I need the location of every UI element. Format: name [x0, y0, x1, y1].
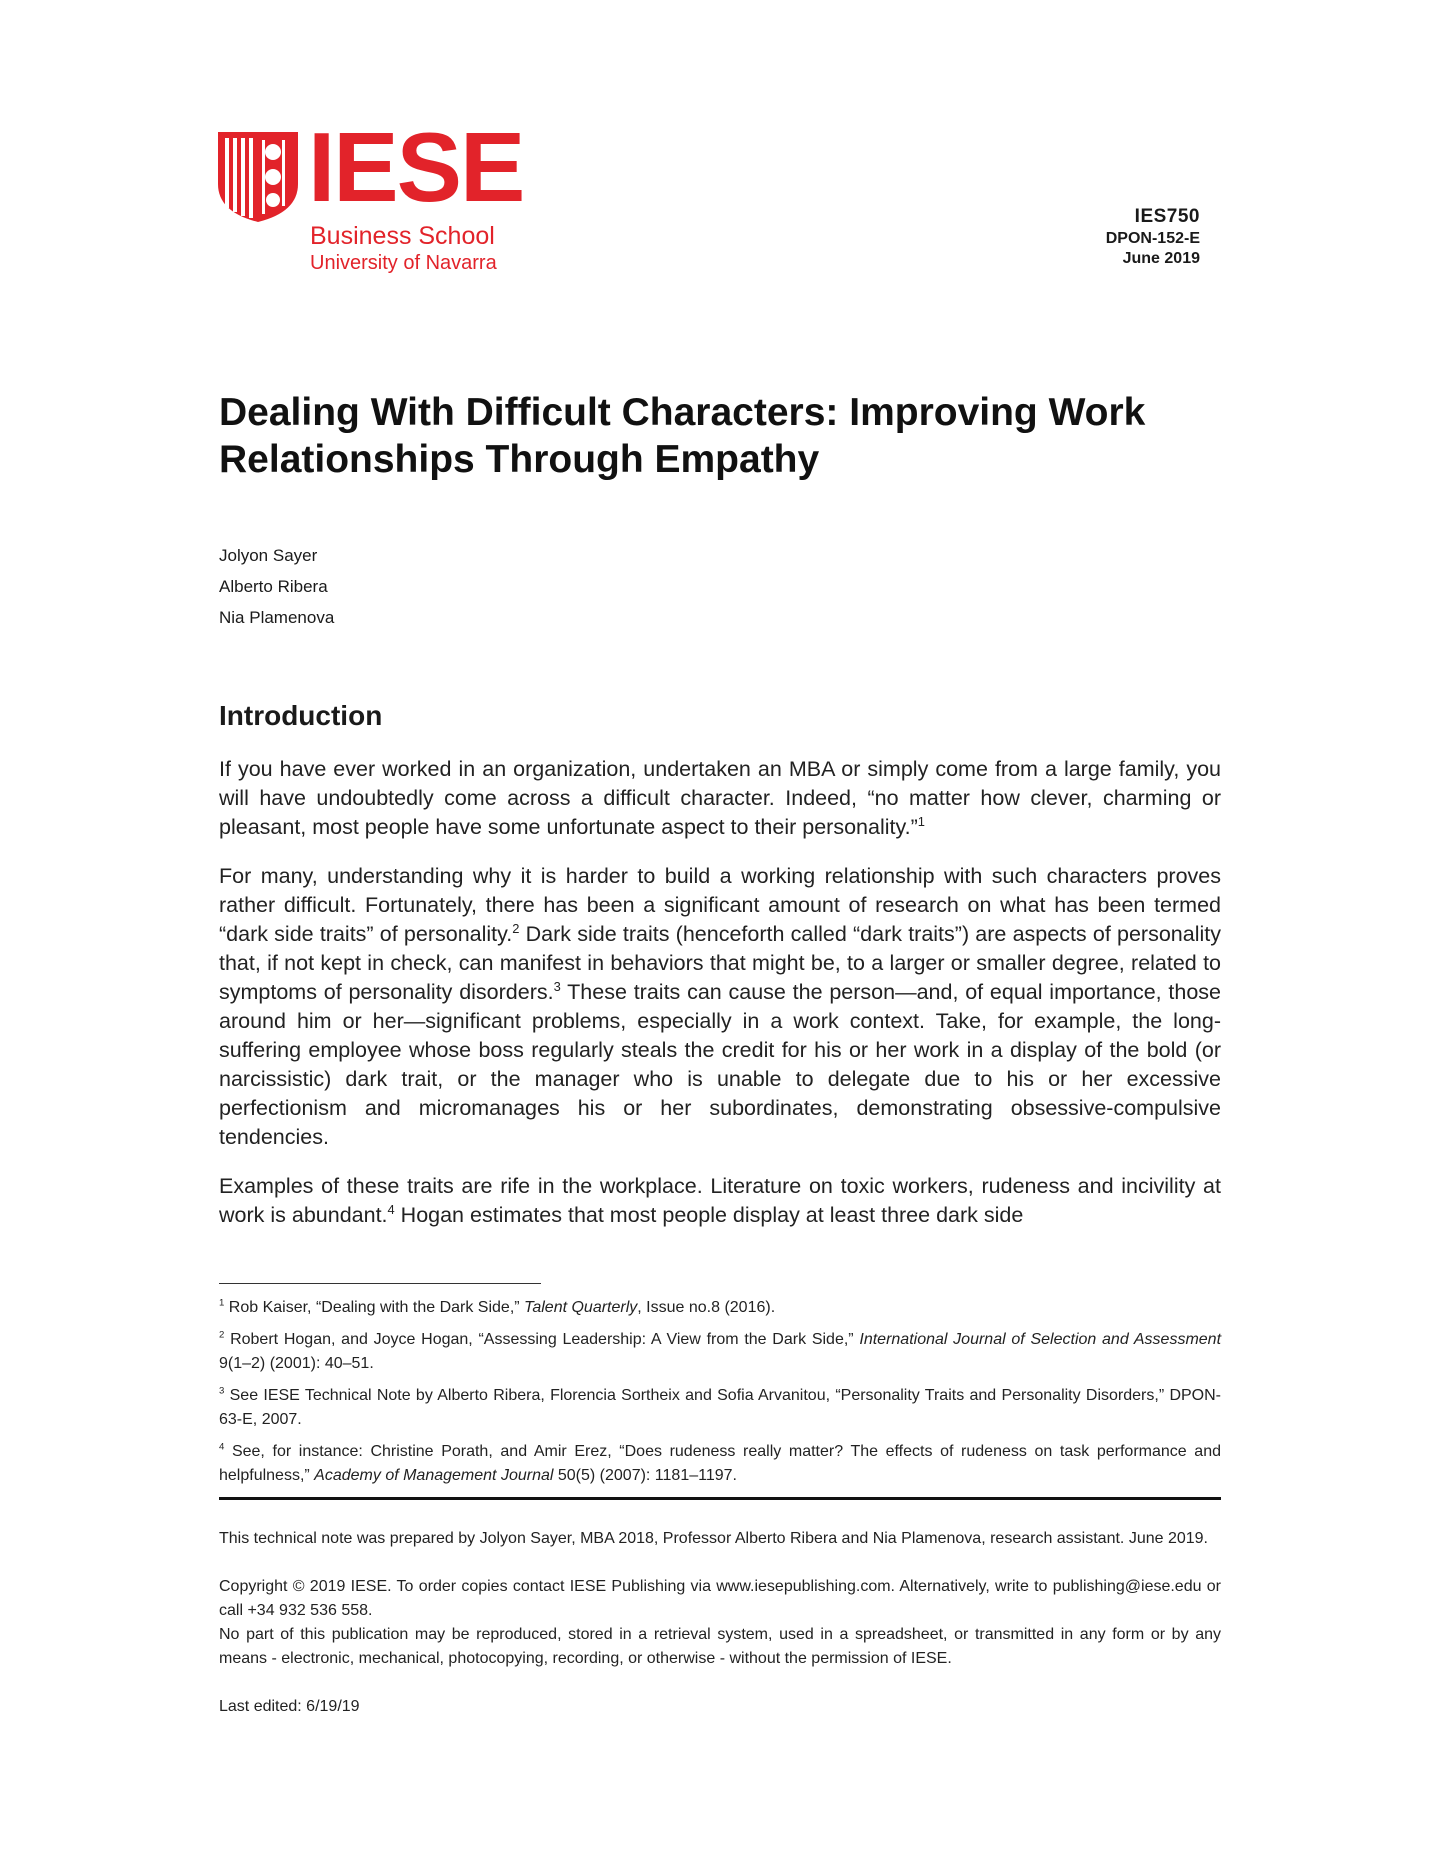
- footnote-text: Rob Kaiser, “Dealing with the Dark Side,”: [224, 1299, 525, 1316]
- paragraph-text: These traits can cause the person—and, of equal importance, those around him or her—significant problems, especially in a work context. Take, for example, the long-suffering employee whose boss regularly steals the credit for his or her work in a display of the bold (or narcissistic) dark trait, or the manager who is unable to delegate due to his or her excessive perfectionism and micromanages his or her subordinates, demonstrating obsessive-compulsive tendencies.: [219, 980, 1221, 1149]
- footnote-ref: 1: [917, 813, 925, 829]
- author-name: Jolyon Sayer: [219, 546, 318, 565]
- document-notes: [219, 1527, 1221, 1719]
- footnote-ref: 3: [553, 978, 561, 994]
- footnote-number: 2: [219, 1329, 225, 1341]
- footnote-ref: 2: [512, 920, 520, 936]
- paragraph-text: If you have ever worked in an organization, undertaken an MBA or simply come from a large family, you will have undoubtedly come across a difficult character. Indeed, “no matter how clever, charming or pleasant, most people have some unfortunate aspect to their personality.”: [219, 757, 1221, 839]
- footnote-text: Robert Hogan, and Joyce Hogan, “Assessing Leadership: A View from the Dark Side,”: [224, 1331, 860, 1348]
- paragraph-text: Dark side traits (henceforth called “dark traits”) are aspects of personality that, if not kept in check, can manifest in behaviors that might be, to a larger or smaller degree, related to symptoms of personality disorders.: [219, 922, 1221, 1004]
- paragraph-text: Examples of these traits are rife in the workplace. Literature on toxic workers, rudeness and incivility at work is abundant.: [219, 1174, 1221, 1227]
- last-edited: Last edited: 6/19/19: [219, 1698, 360, 1715]
- footnote-publication: International Journal of Selection and Assessment: [859, 1331, 1222, 1348]
- footnotes: [219, 1296, 1221, 1496]
- iese-logo: [218, 112, 524, 280]
- iese-shield-icon: [218, 132, 298, 222]
- author-name: Alberto Ribera: [219, 577, 328, 596]
- logo-line-university: University of Navarra: [310, 252, 497, 274]
- footnote: [219, 1440, 1221, 1488]
- footnote-number: 3: [219, 1385, 225, 1397]
- footnote-publication: Academy of Management Journal: [314, 1467, 554, 1484]
- document-code-block: [1106, 205, 1200, 269]
- case-code: IES750: [1134, 206, 1200, 227]
- body-text: [219, 755, 1221, 1250]
- footnote: [219, 1296, 1221, 1320]
- paragraph: [219, 1172, 1221, 1230]
- document-title: Dealing With Difficult Characters: Improving Work Relationships Through Empathy: [219, 391, 1146, 481]
- footnote-text: See IESE Technical Note by Alberto Ribera, Florencia Sortheix and Sofia Arvanitou, “Personality Traits and Personality Disorders,” DPON-63-E, 2007.: [219, 1387, 1221, 1428]
- section-heading: Introduction: [219, 700, 383, 731]
- footnote-text: , Issue no.8 (2016).: [637, 1299, 776, 1316]
- rights-note: No part of this publication may be reproduced, stored in a retrieval system, used in a spreadsheet, or transmitted in any form or by any means - electronic, mechanical, photocopying, recording, or otherwise - without the permission of IESE.: [219, 1626, 1221, 1667]
- logo-wordmark: IESE: [308, 112, 524, 222]
- footnote: [219, 1328, 1221, 1376]
- footnote-number: 4: [219, 1441, 225, 1453]
- footnote: [219, 1384, 1221, 1432]
- footnote-ref: 4: [387, 1201, 395, 1217]
- preparation-note: This technical note was prepared by Jolyon Sayer, MBA 2018, Professor Alberto Ribera and Nia Plamenova, research assistant. June 2019.: [219, 1530, 1208, 1547]
- footnote-number: 1: [219, 1297, 225, 1309]
- footnote-publication: Talent Quarterly: [524, 1299, 638, 1316]
- footnote-divider: [219, 1283, 541, 1284]
- document-date: June 2019: [1122, 249, 1200, 267]
- notes-divider: [219, 1497, 1221, 1500]
- author-name: Nia Plamenova: [219, 608, 335, 627]
- footnote-text: 9(1–2) (2001): 40–51.: [219, 1355, 374, 1372]
- paragraph: [219, 862, 1221, 1152]
- author-list: [219, 540, 334, 633]
- logo-line-business-school: Business School: [310, 222, 495, 250]
- paragraph-text: For many, understanding why it is harder to build a working relationship with such characters proves rather difficult. Fortunately, there has been a significant amount of research on what has been termed “dark side traits” of personality.: [219, 864, 1221, 946]
- paragraph: [219, 755, 1221, 842]
- copyright-note: Copyright © 2019 IESE. To order copies contact IESE Publishing via www.iesepublishing.com. Alternatively, write to publishing@iese.edu or call +34 932 536 558.: [219, 1578, 1221, 1619]
- paragraph-text: Hogan estimates that most people display at least three dark side: [394, 1203, 1024, 1227]
- footnote-text: See, for instance: Christine Porath, and Amir Erez, “Does rudeness really matter? The effects of rudeness on task performance and helpfulness,”: [219, 1443, 1221, 1484]
- footnote-text: 50(5) (2007): 1181–1197.: [553, 1467, 737, 1484]
- reference-code: DPON-152-E: [1105, 229, 1200, 247]
